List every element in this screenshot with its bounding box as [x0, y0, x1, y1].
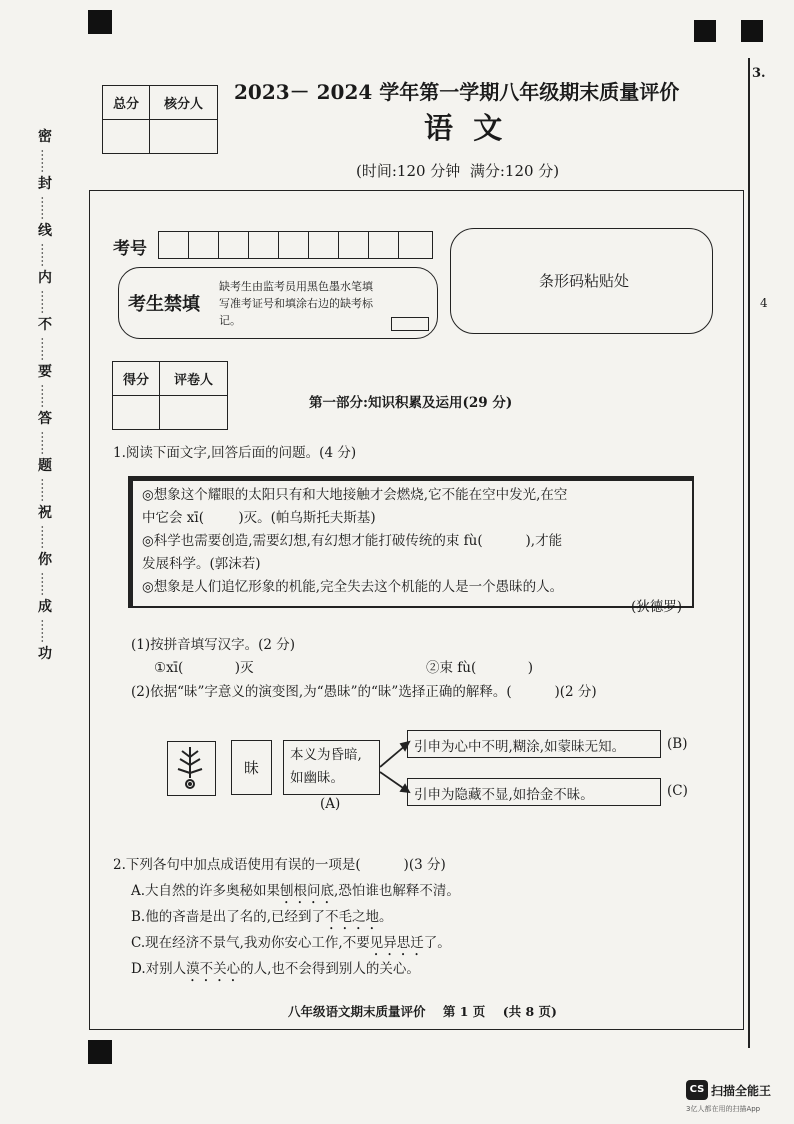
- seal-char: 内: [38, 270, 52, 286]
- label-a: (A): [320, 796, 341, 812]
- next-page-fragment-top: 3.: [752, 66, 766, 81]
- grader-label: 评卷人: [159, 362, 227, 396]
- option-idiom: 漠不关心: [186, 961, 241, 977]
- option-text: B.他的吝啬是出了名的,已经到了: [131, 909, 326, 925]
- total-score-label: 总分: [103, 86, 150, 120]
- option-text: ,恐怕谁也解释不清。: [334, 883, 460, 899]
- ancient-char-icon: [168, 742, 213, 793]
- label-c: (C): [667, 783, 688, 799]
- label-b: (B): [667, 736, 688, 752]
- quote-line: ◎想象这个耀眼的太阳只有和大地接触才会燃烧,它不能在空中发光,在空: [142, 487, 568, 503]
- option-text: 了。: [423, 935, 451, 951]
- seal-char: 题: [38, 458, 52, 474]
- grade-table: [112, 361, 228, 430]
- subject-title: 语 文: [424, 111, 503, 145]
- forbidden-note: 缺考生由监考员用黑色墨水笔填写准考证号和填涂右边的缺考标记。: [219, 280, 373, 327]
- mei-char-box: 昧: [231, 740, 272, 795]
- checker-cell[interactable]: [149, 120, 217, 154]
- q1-sub1-a[interactable]: ①xī( )灭: [154, 660, 254, 676]
- ancient-char-glyph: [167, 741, 216, 796]
- grader-cell[interactable]: [159, 396, 227, 430]
- q2-option-a[interactable]: [131, 879, 460, 907]
- q2-stem: 2.下列各句中加点成语使用有误的一项是( )(3 分): [113, 857, 446, 873]
- exam-no-label: 考号: [113, 239, 147, 259]
- checker-label: 核分人: [149, 86, 217, 120]
- exam-no-grid[interactable]: [158, 231, 433, 259]
- seal-line: 密 …… 封 …… 线 …… 内 …… 不 …… 要 …… 答 …… 题 …… 祝 …… 你 …… 成 …… 功: [38, 129, 53, 662]
- option-idiom: 不毛之地: [325, 909, 380, 925]
- grade-score-cell[interactable]: [113, 396, 160, 430]
- seal-char: 功: [38, 646, 52, 662]
- registration-mark-top-right-2: [741, 20, 763, 42]
- grade-score-label: 得分: [113, 362, 160, 396]
- registration-mark-top-left: [88, 10, 112, 34]
- time-info: (时间:120 分钟 满分:120 分): [356, 162, 560, 180]
- seal-char: 你: [38, 552, 52, 568]
- original-meaning-box: 本义为昏暗,如幽昧。: [283, 740, 380, 795]
- seal-char: 成: [38, 599, 52, 615]
- next-page-strip: [748, 58, 794, 1048]
- q1-sub1: (1)按拼音填写汉字。(2 分): [131, 637, 296, 653]
- option-text: 。: [379, 909, 393, 925]
- part1-title: 第一部分:知识积累及运用(29 分): [309, 395, 513, 411]
- seal-char: 要: [38, 364, 52, 380]
- quote-line: ◎想象是人们追忆形象的机能,完全失去这个机能的人是一个愚昧的人。: [142, 579, 564, 595]
- option-idiom: 刨根问底: [280, 883, 335, 899]
- exam-title: 2023－ 2024 学年第一学期八年级期末质量评价: [234, 80, 680, 104]
- cs-logo: CS: [686, 1080, 708, 1100]
- q1-sub1-b[interactable]: ②束 fù( ): [426, 660, 534, 676]
- extended-meaning-c: 引申为隐藏不显,如拾金不昧。: [407, 778, 661, 806]
- registration-mark-top-right-1: [694, 20, 716, 42]
- q2-option-d[interactable]: [131, 957, 420, 985]
- forbidden-label: 考生禁填: [128, 294, 200, 315]
- barcode-label: 条形码粘贴处: [539, 272, 630, 290]
- option-text: A.大自然的许多奥秘如果: [131, 883, 281, 899]
- option-idiom: 见异思迁: [369, 935, 424, 951]
- total-score-table: [102, 85, 218, 154]
- quote-line: 中它会 xī( )灭。(帕乌斯托夫斯基): [142, 510, 376, 526]
- q1-sub2: (2)依据“昧”字意义的演变图,为“愚昧”的“昧”选择正确的解释。( )(2 分): [131, 684, 597, 700]
- seal-char: 祝: [38, 505, 52, 521]
- q1-stem: 1.阅读下面文字,回答后面的问题。(4 分): [113, 445, 357, 461]
- scanner-brand: 扫描全能王: [711, 1084, 772, 1098]
- option-text: 的人,也不会得到别人的关心。: [240, 961, 420, 977]
- q2-option-c[interactable]: [131, 931, 451, 959]
- q2-option-b[interactable]: [131, 905, 393, 933]
- quote-line: (狄德罗): [630, 599, 682, 615]
- option-text: C.现在经济不景气,我劝你安心工作,不要: [131, 935, 370, 951]
- registration-mark-bottom-left: [88, 1040, 112, 1064]
- scanner-tagline: 3亿人都在用的扫描App: [686, 1105, 761, 1113]
- seal-char: 线: [38, 223, 52, 239]
- next-page-fragment-mid: 4: [760, 296, 768, 310]
- seal-char: 答: [38, 411, 52, 427]
- absent-mark-box[interactable]: [391, 317, 429, 331]
- page-footer: 八年级语文期末质量评价 第 1 页 (共 8 页): [288, 1004, 557, 1019]
- option-text: D.对别人: [131, 961, 187, 977]
- extended-meaning-b: 引申为心中不明,糊涂,如蒙昧无知。: [407, 730, 661, 758]
- quote-line: ◎科学也需要创造,需要幻想,有幻想才能打破传统的束 fù( ),才能: [142, 533, 563, 549]
- q1-quote-box: [128, 476, 694, 615]
- seal-char: 封: [38, 176, 52, 192]
- seal-char: 密: [38, 129, 52, 145]
- seal-char: 不: [38, 317, 52, 333]
- quote-line: 发展科学。(郭沫若): [142, 556, 261, 572]
- total-score-cell[interactable]: [103, 120, 150, 154]
